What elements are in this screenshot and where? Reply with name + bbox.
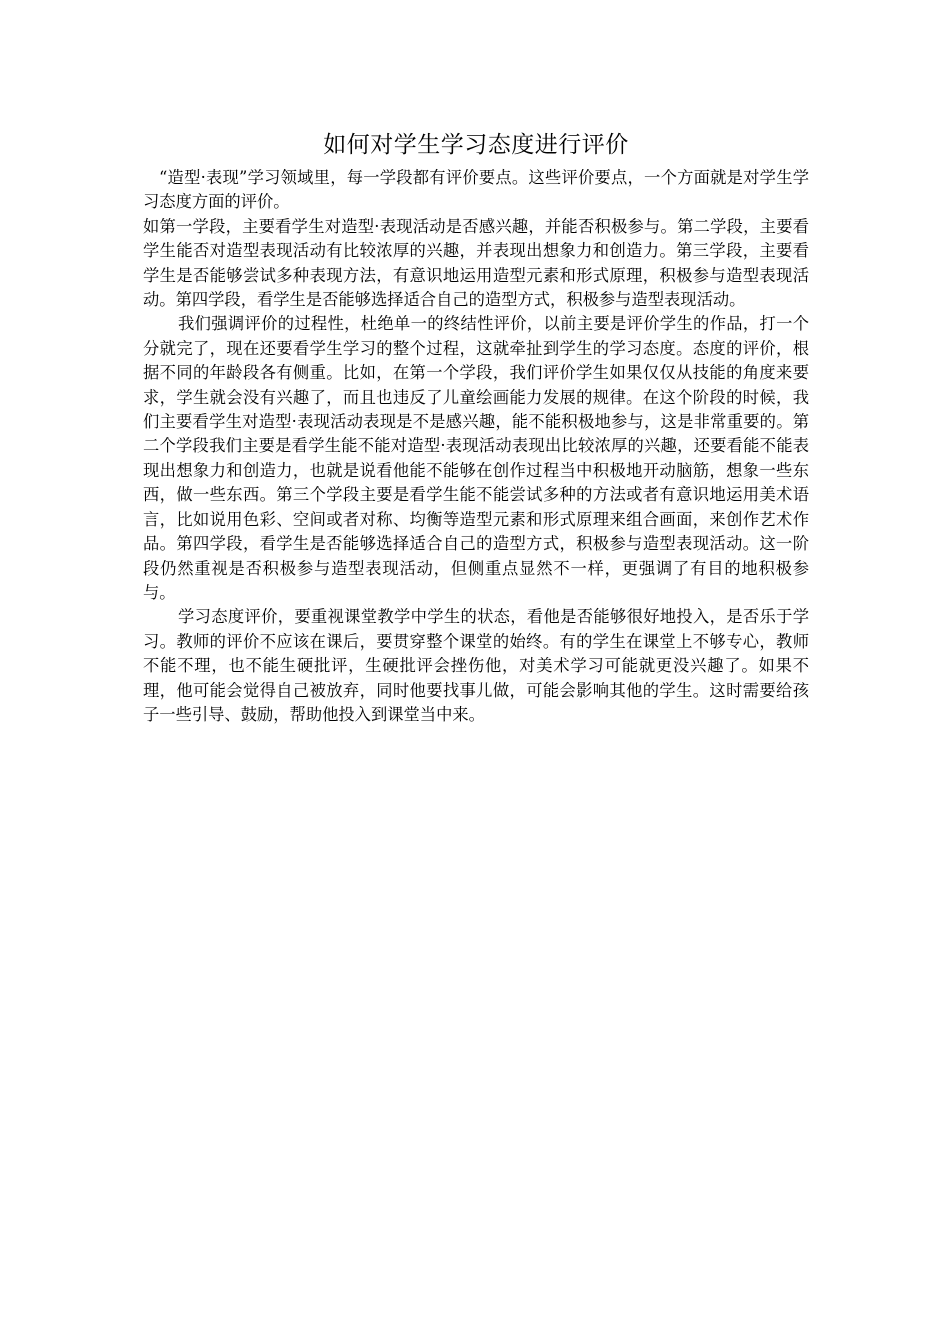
paragraph-stages: 如第一学段，主要看学生对造型·表现活动是否感兴趣，并能否积极参与。第二学段，主要看学生能否对造型表现活动有比较浓厚的兴趣，并表现出想象力和创造力。第三学段，主要看学生是否能够尝试多种表现方法，有意识地运用造型元素和形式原理，积极参与造型表现活动。第四学段，看学生是否能够选择适合自己的造型方式，积极参与造型表现活动。 xyxy=(143,216,809,310)
document-title: 如何对学生学习态度进行评价 xyxy=(323,132,629,158)
document-page xyxy=(143,128,809,727)
paragraph-intro: “造型·表现”学习领域里，每一学段都有评价要点。这些评价要点，一个方面就是对学生学习态度方面的评价。 xyxy=(143,168,809,212)
paragraph-process-evaluation: 我们强调评价的过程性，杜绝单一的终结性评价，以前主要是评价学生的作品，打一个分就完了，现在还要看学生学习的整个过程，这就牵扯到学生的学习态度。态度的评价，根据不同的年龄段各有侧重。比如，在第一个学段，我们评价学生如果仅仅从技能的角度来要求，学生就会没有兴趣了，而且也违反了儿童绘画能力发展的规律。在这个阶段的时候，我们主要看学生对造型·表现活动表现是不是感兴趣，能不能积极地参与，这是非常重要的。第二个学段我们主要是看学生能不能对造型·表现活动表现出比较浓厚的兴趣，还要看能不能表现出想象力和创造力，也就是说看他能不能够在创作过程当中积极地开动脑筋，想象一些东西，做一些东西。第三个学段主要是看学生能不能尝试多种的方法或者有意识地运用美术语言，比如说用色彩、空间或者对称、均衡等造型元素和形式原理来组合画面，来创作艺术作品。第四学段，看学生是否能够选择适合自己的造型方式，积极参与造型表现活动。这一阶段仍然重视是否积极参与造型表现活动，但侧重点显然不一样，更强调了有目的地积极参与。 xyxy=(143,314,809,602)
paragraph-classroom-attitude: 学习态度评价，要重视课堂教学中学生的状态，看他是否能够很好地投入，是否乐于学习。教师的评价不应该在课后，要贯穿整个课堂的始终。有的学生在课堂上不够专心，教师不能不理，也不能生硬批评，生硬批评会挫伤他，对美术学习可能就更没兴趣了。如果不理，他可能会觉得自己被放弃，同时他要找事儿做，可能会影响其他的学生。这时需要给孩子一些引导、鼓励，帮助他投入到课堂当中来。 xyxy=(143,607,809,724)
